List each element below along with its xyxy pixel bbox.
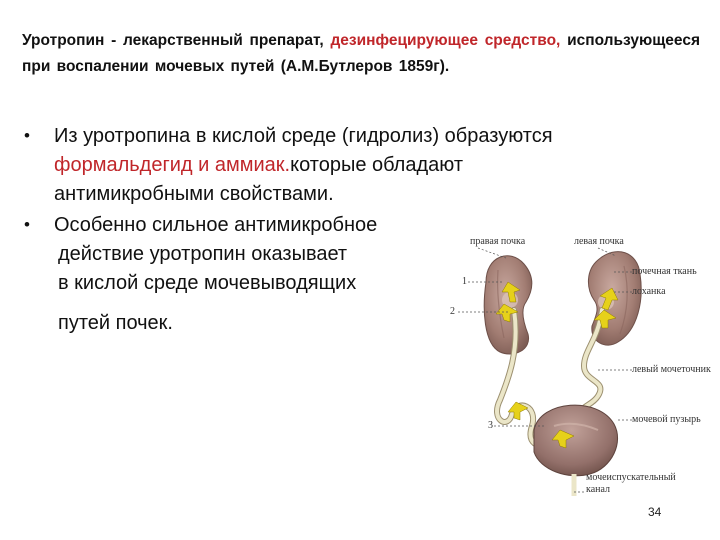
title-text-2: использующееся при воспалении мочевых путей (А.М.Бутлеров 1859г). bbox=[22, 32, 700, 75]
bullet-1-text-2: которые обладают антимикробными свойствами. bbox=[54, 154, 463, 205]
bullet-1-text-1: Из уротропина в кислой среде (гидролиз) образуются bbox=[54, 125, 553, 147]
title-text-1: Уротропин - лекарственный препарат, bbox=[22, 32, 331, 49]
urinary-system-figure bbox=[448, 230, 710, 500]
bullet-2-line-4: путей почек. bbox=[58, 312, 173, 334]
label-left-kidney: левая почка bbox=[574, 236, 624, 247]
bullet-item-1 bbox=[22, 122, 582, 209]
label-renal-pelvis: лоханка bbox=[632, 286, 666, 297]
page-number: 34 bbox=[648, 505, 662, 519]
label-num-1: 1 bbox=[462, 276, 467, 287]
bullet-2-line-3: в кислой среде мочевыводящих bbox=[58, 272, 357, 294]
bladder bbox=[534, 405, 618, 476]
bullet-dot-icon: • bbox=[24, 215, 30, 234]
title-highlight: дезинфецирующее средство, bbox=[330, 32, 561, 49]
label-num-3: 3 bbox=[488, 420, 493, 431]
label-left-ureter: левый мочеточник bbox=[632, 364, 711, 375]
label-num-2: 2 bbox=[450, 306, 455, 317]
label-urethra-1: мочеиспускательный bbox=[586, 472, 676, 483]
bullet-2-line-1: Особенно сильное антимикробное bbox=[54, 214, 378, 236]
bullet-2-line-2: действие уротропин оказывает bbox=[58, 243, 348, 265]
bullet-1-highlight: формальдегид и аммиак. bbox=[54, 154, 291, 176]
label-renal-tissue: почечная ткань bbox=[632, 266, 697, 277]
label-urethra-2: канал bbox=[586, 484, 611, 495]
slide-title bbox=[22, 28, 700, 80]
label-bladder: мочевой пузырь bbox=[632, 414, 701, 425]
right-kidney bbox=[484, 256, 532, 354]
label-right-kidney: правая почка bbox=[470, 236, 526, 247]
bullet-dot-icon: • bbox=[24, 126, 30, 145]
